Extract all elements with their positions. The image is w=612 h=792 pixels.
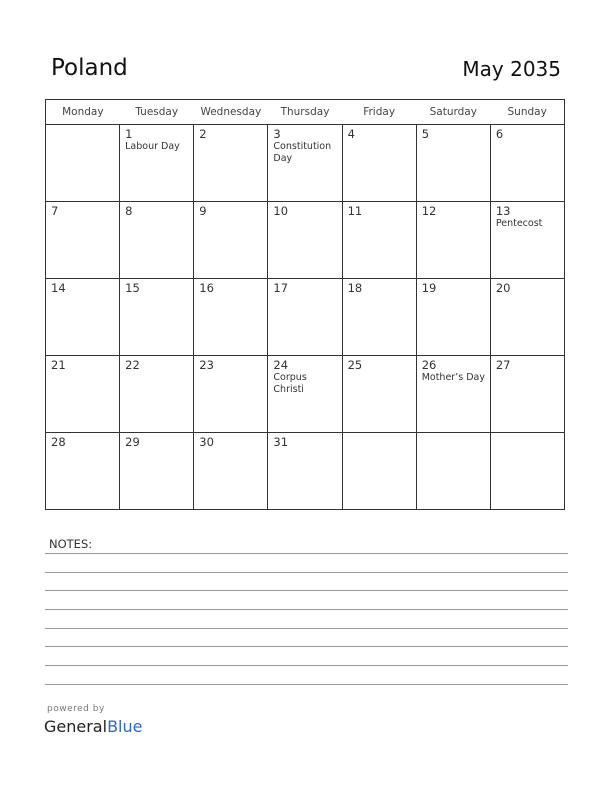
day-cell	[342, 202, 416, 279]
notes-line	[45, 684, 568, 685]
day-number: 12	[421, 204, 437, 218]
day-cell	[342, 433, 416, 510]
day-cell	[342, 356, 416, 433]
day-cell	[416, 356, 490, 433]
day-cell	[120, 433, 194, 510]
day-number: 3	[273, 127, 281, 141]
day-cell	[194, 202, 268, 279]
day-number: 22	[125, 358, 140, 372]
weekday-header: Sunday	[490, 100, 564, 125]
notes-line	[45, 590, 568, 591]
day-cell	[416, 433, 490, 510]
notes-line	[45, 553, 568, 554]
day-cell	[46, 202, 120, 279]
day-cell	[46, 279, 120, 356]
day-number: 6	[495, 127, 504, 141]
notes-label: NOTES:	[49, 537, 93, 551]
day-number: 28	[51, 435, 66, 449]
day-cell	[46, 125, 120, 202]
day-number: 31	[273, 435, 289, 449]
brand-logo	[44, 717, 142, 736]
day-number: 2	[199, 127, 207, 141]
day-cell	[194, 279, 268, 356]
day-cell	[490, 433, 564, 510]
day-cell	[46, 356, 120, 433]
day-number: 24	[273, 358, 289, 372]
week-row	[46, 202, 565, 279]
day-number: 9	[199, 204, 207, 218]
day-number: 16	[199, 281, 214, 295]
day-number: 19	[421, 281, 437, 295]
day-number: 7	[51, 204, 59, 218]
week-row	[46, 433, 565, 510]
brand-name-part1: General	[44, 717, 108, 736]
week-row	[46, 125, 565, 202]
day-cell	[120, 202, 194, 279]
day-cell	[490, 356, 564, 433]
day-cell	[120, 125, 194, 202]
day-number: 8	[125, 204, 133, 218]
day-cell	[194, 356, 268, 433]
holiday-label: Mother’s Day	[421, 372, 485, 383]
day-number: 10	[273, 204, 289, 218]
day-number: 5	[421, 127, 430, 141]
day-number: 20	[495, 281, 511, 295]
day-number: 4	[347, 127, 355, 141]
weekday-header: Thursday	[268, 100, 342, 125]
day-cell	[120, 356, 194, 433]
calendar-grid	[45, 99, 565, 510]
holiday-label: Constitution Day	[273, 141, 332, 164]
day-number: 30	[199, 435, 214, 449]
notes-line	[45, 628, 568, 629]
holiday-label: Pentecost	[495, 218, 543, 229]
day-number: 11	[347, 204, 363, 218]
day-cell	[416, 202, 490, 279]
day-cell	[416, 125, 490, 202]
brand-name-part2: Blue	[107, 717, 143, 736]
day-number: 13	[495, 204, 511, 218]
notes-line	[45, 646, 568, 647]
holiday-label: Corpus Christi	[273, 372, 307, 395]
day-cell	[268, 125, 342, 202]
day-number: 17	[273, 281, 289, 295]
day-number: 25	[347, 358, 363, 372]
week-row	[46, 356, 565, 433]
day-cell	[416, 279, 490, 356]
day-cell	[268, 202, 342, 279]
holiday-label: Labour Day	[125, 141, 180, 152]
day-cell	[268, 279, 342, 356]
weekday-header: Tuesday	[120, 100, 194, 125]
day-cell	[46, 433, 120, 510]
day-number: 15	[125, 281, 140, 295]
day-number: 27	[495, 358, 511, 372]
weekday-header: Saturday	[416, 100, 490, 125]
day-cell	[268, 356, 342, 433]
week-row	[46, 279, 565, 356]
day-cell	[490, 125, 564, 202]
powered-by-text: powered by	[47, 704, 105, 714]
notes-line	[45, 665, 568, 666]
month-year-title: May 2035	[462, 57, 561, 81]
day-cell	[120, 279, 194, 356]
day-number: 1	[125, 127, 133, 141]
day-cell	[490, 279, 564, 356]
day-number: 18	[347, 281, 363, 295]
notes-line	[45, 609, 568, 610]
day-number: 23	[199, 358, 214, 372]
day-number: 21	[51, 358, 66, 372]
calendar-body	[46, 125, 565, 510]
day-cell	[194, 433, 268, 510]
weekday-header: Friday	[342, 100, 416, 125]
day-cell	[490, 202, 564, 279]
day-cell	[342, 125, 416, 202]
country-title: Poland	[51, 55, 128, 81]
day-cell	[268, 433, 342, 510]
day-cell	[194, 125, 268, 202]
notes-line	[45, 572, 568, 573]
weekday-header-row	[46, 100, 565, 125]
day-number: 14	[51, 281, 66, 295]
weekday-header: Monday	[46, 100, 120, 125]
day-number: 29	[125, 435, 140, 449]
day-cell	[342, 279, 416, 356]
day-number: 26	[421, 358, 437, 372]
weekday-header: Wednesday	[194, 100, 268, 125]
